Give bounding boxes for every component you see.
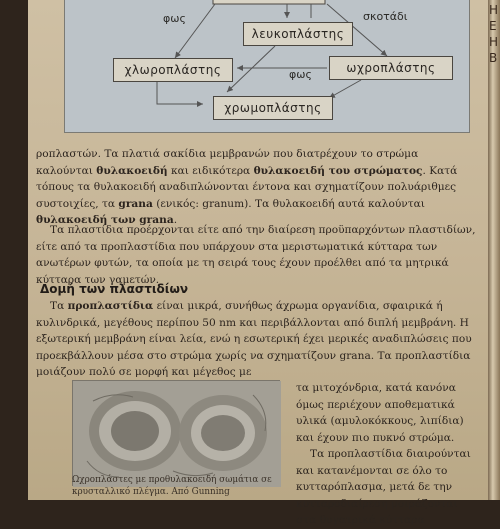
next-page-edge-text: Η Ε Η Β bbox=[489, 3, 499, 65]
label-light-left: φως bbox=[163, 12, 186, 25]
box-leukoplast-label: λευκοπλάστης bbox=[251, 27, 345, 41]
arrow-chloro-to-chromo bbox=[157, 82, 203, 104]
micrograph-image bbox=[73, 381, 281, 487]
arrow-ochro-to-chromo bbox=[329, 80, 361, 98]
paragraph-division: Τα προπλαστίδια διαιρούνται και κατανέμονται σε όλο το κυτταρόπλασμα, μετά δε την κυτταροδιαίρεση μοιράζονται στα θυγατρικά κύτταρα bbox=[296, 448, 471, 526]
label-light-middle: φως bbox=[289, 68, 312, 81]
top-box-fragment bbox=[213, 0, 325, 4]
box-leukoplast bbox=[243, 22, 353, 46]
arrow-leuko-to-chromo bbox=[227, 46, 275, 92]
label-darkness: σκοτάδι bbox=[363, 10, 408, 23]
plastid-conversion-diagram bbox=[64, 0, 470, 133]
section-heading: Δομή των πλαστιδίων bbox=[40, 282, 189, 296]
paragraph-thylakoids: ροπλαστών. Τα πλατιά σακίδια μεμβρανών που διατρέχουν το στρώμα καλούνται θυλακοειδή και ειδικότερα θυλακοειδή του στρώματος. Κατά τόπους τα θυλακοειδή αναδιπλώνονται έντονα και σχηματίζουν πολυάριθμες συστοιχίες, τα grana (ενικός: granum). Τα θυλακοειδή αυτά καλούνται θυλακοειδή των grana. bbox=[36, 148, 458, 226]
micrograph-figure bbox=[72, 380, 280, 486]
box-chloroplast-label: χλωροπλάστης bbox=[124, 63, 222, 77]
next-page-edge bbox=[488, 0, 500, 500]
box-chromoplast-label: χρωμοπλάστης bbox=[224, 101, 322, 115]
figure-caption: Ωχροπλάστες με προθυλακοειδή σωμάτια σε κρυσταλλικό πλέγμα. Από Gunning bbox=[72, 475, 272, 497]
paragraph-mitochondria-comparison: τα μιτοχόνδρια, κατά κανόνα όμως περιέχουν αποθεματικά υλικά (αμυλοκόκκους, λιπίδια) και έχουν πιο πυκνό στρώμα. bbox=[296, 382, 464, 444]
paragraph-proplastids: Τα προπλαστίδια είναι μικρά, συνήθως άχρωμα οργανίδια, σφαιρικά ή κυλινδρικά, μεγέθους περίπου 50 nm και περιβάλλονται από διπλή μεμβράνη. Η εξωτερική μεμβράνη είναι λεία, ενώ η εσωτερική έχει μερικές αναδιπλώσεις που προεκβάλλουν μέσα στο στρώμα χωρίς να σχηματίζουν grana. Τα προπλαστίδια μοιάζουν πολύ σε μορφή και μέγεθος με bbox=[36, 300, 472, 378]
paragraph-origin: Τα πλαστίδια προέρχονται είτε από την διαίρεση προϋπαρχόντων πλαστιδίων, είτε από τα προπλαστίδια που υπάρχουν στα μεριστωματικά κύτταρα των ανωτέρων φυτών, τα οποία με τη σειρά τους έχουν προέλθει από τα μητρικά κύτταρα των γαμετών. bbox=[36, 224, 476, 286]
box-ochroplast bbox=[329, 56, 453, 80]
box-chromoplast bbox=[213, 96, 333, 120]
box-ochroplast-label: ωχροπλάστης bbox=[346, 61, 436, 75]
box-chloroplast bbox=[113, 58, 233, 82]
book-page bbox=[28, 0, 488, 526]
